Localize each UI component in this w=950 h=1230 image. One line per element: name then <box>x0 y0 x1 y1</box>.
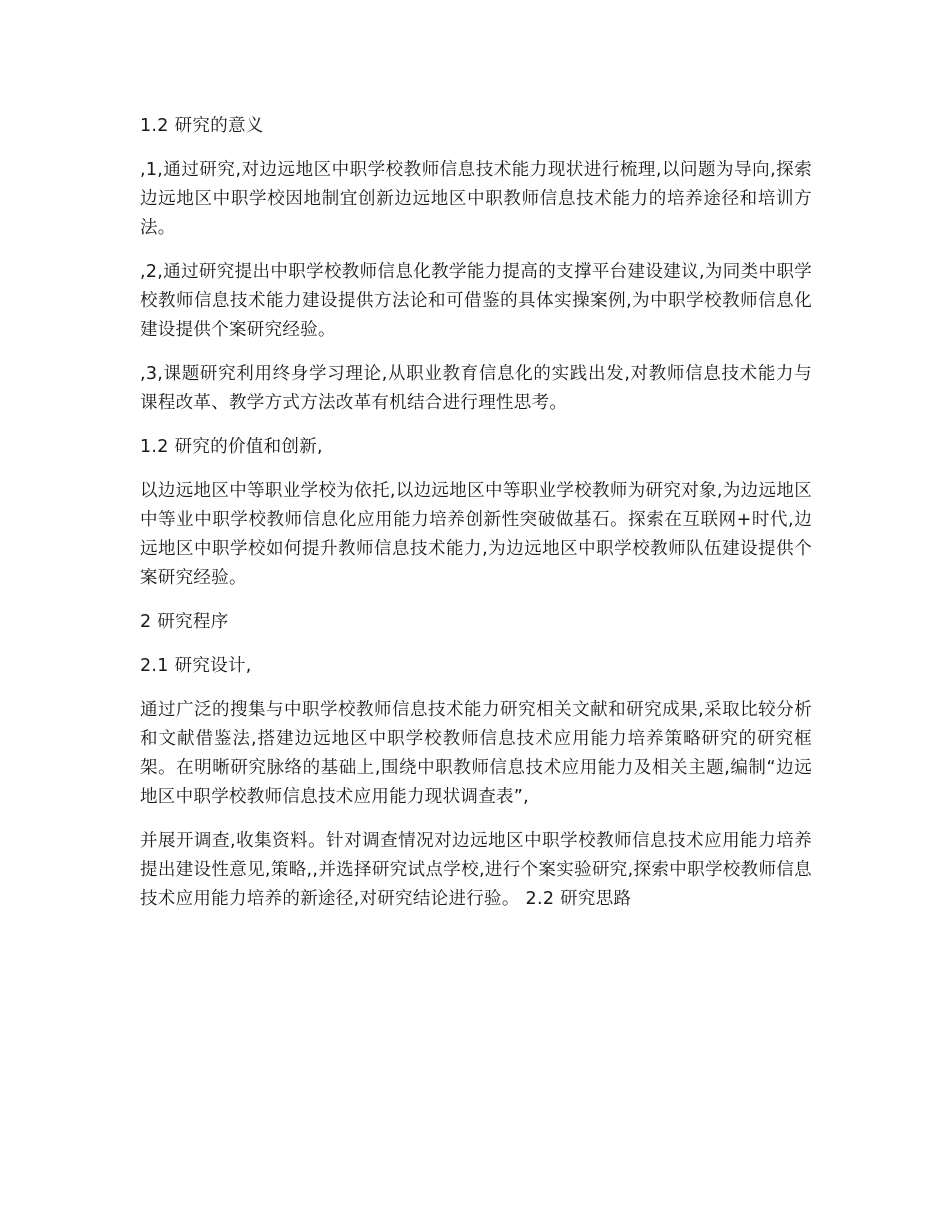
paragraph-significance-2: ,2,通过研究提出中职学校教师信息化教学能力提高的支撑平台建设建议,为同类中职学校教师信息技术能力建设提供方法论和可借鉴的具体实操案例,为中职学校教师信息化建设提供个案研究经验。 <box>140 262 812 340</box>
paragraph-value-innovation: 以边远地区中等职业学校为依托,以边远地区中等职业学校教师为研究对象,为边远地区中等业中职学校教师信息化应用能力培养创新性突破做基石。探索在互联网+时代,边远地区中职学校如何提升教师信息技术能力,为边远地区中职学校教师队伍建设提供个案研究经验。 <box>140 481 812 588</box>
paragraph-significance-3: ,3,课题研究利用终身学习理论,从职业教育信息化的实践出发,对教师信息技术能力与课程改革、教学方式方法改革有机结合进行理性思考。 <box>140 364 812 413</box>
section-heading-research-design: 2.1 研究设计, <box>140 656 252 676</box>
section-heading-significance: 1.2 研究的意义 <box>140 116 264 136</box>
paragraph-significance-1: ,1,通过研究,对边远地区中职学校教师信息技术能力现状进行梳理,以问题为导向,探索边远地区中职学校因地制宜创新边远地区中职教师信息技术能力的培养途径和培训方法。 <box>140 160 812 238</box>
paragraph-research-design-2: 并展开调查,收集资料。针对调查情况对边远地区中职学校教师信息技术应用能力培养提出建设性意见,策略,,并选择研究试点学校,进行个案实验研究,探索中职学校教师信息技术应用能力培养的新途径,对研究结论进行验。 2.2 研究思路 <box>140 831 812 909</box>
section-heading-research-procedure: 2 研究程序 <box>140 612 229 632</box>
paragraph-research-design-1: 通过广泛的搜集与中职学校教师信息技术能力研究相关文献和研究成果,采取比较分析和文献借鉴法,搭建边远地区中职学校教师信息技术应用能力培养策略研究的研究框架。在明晰研究脉络的基础上,围绕中职教师信息技术应用能力及相关主题,编制“边远地区中职学校教师信息技术应用能力现状调查表”, <box>140 700 812 807</box>
section-heading-value-innovation: 1.2 研究的价值和创新, <box>140 437 323 457</box>
document-page <box>140 112 812 929</box>
